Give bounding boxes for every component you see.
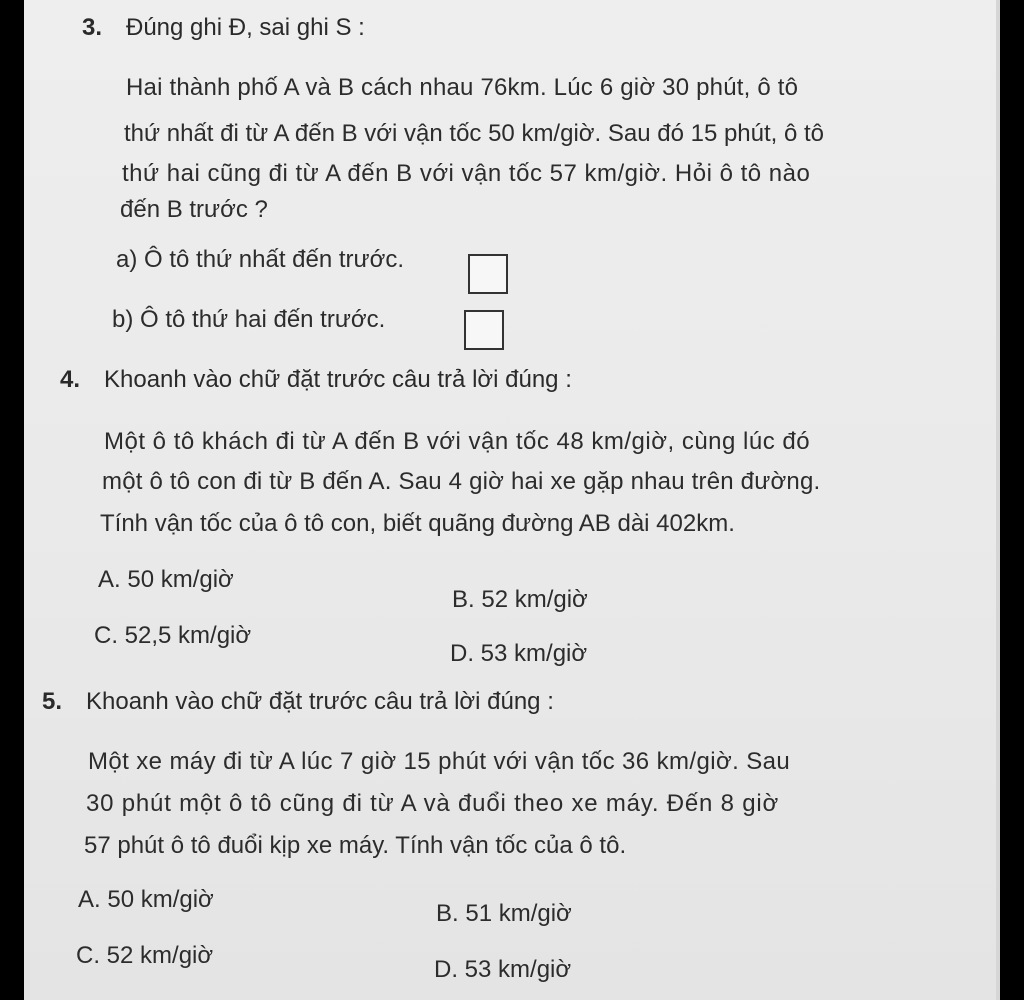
q4-option-a[interactable]: A. 50 km/giờ (98, 566, 234, 593)
q3-text-line-3: thứ hai cũng đi từ A đến B với vận tốc 57 km/giờ. Hỏi ô tô nào (122, 160, 811, 187)
q3-option-b-checkbox[interactable] (464, 310, 504, 350)
q4-text-line-1: Một ô tô khách đi từ A đến B với vận tốc 48 km/giờ, cùng lúc đó (104, 428, 811, 455)
q5-text-line-3: 57 phút ô tô đuổi kịp xe máy. Tính vận tốc của ô tô. (84, 832, 627, 859)
worksheet-page (24, 0, 1000, 1000)
q3-text-line-1: Hai thành phố A và B cách nhau 76km. Lúc 6 giờ 30 phút, ô tô (126, 74, 799, 101)
q4-option-c[interactable]: C. 52,5 km/giờ (94, 622, 252, 649)
q5-option-a[interactable]: A. 50 km/giờ (78, 886, 214, 913)
q4-number: 4. (60, 366, 81, 393)
q3-instruction: Đúng ghi Đ, sai ghi S : (126, 14, 365, 41)
q3-number: 3. (82, 14, 103, 41)
q4-header (60, 366, 572, 394)
q4-option-d[interactable]: D. 53 km/giờ (450, 640, 588, 667)
q3-text-line-4: đến B trước ? (120, 196, 268, 223)
q4-text-line-3: Tính vận tốc của ô tô con, biết quãng đường AB dài 402km. (100, 510, 735, 537)
q5-number: 5. (42, 688, 63, 715)
q5-option-c[interactable]: C. 52 km/giờ (76, 942, 214, 969)
q3-header (82, 14, 365, 42)
q4-instruction: Khoanh vào chữ đặt trước câu trả lời đúng : (104, 366, 572, 393)
q3-option-a-checkbox[interactable] (468, 254, 508, 294)
q4-text-line-2: một ô tô con đi từ B đến A. Sau 4 giờ hai xe gặp nhau trên đường. (102, 468, 821, 495)
q5-option-d[interactable]: D. 53 km/giờ (434, 956, 572, 983)
q4-option-b[interactable]: B. 52 km/giờ (452, 586, 588, 613)
q5-header (42, 688, 554, 716)
q3-option-b: b) Ô tô thứ hai đến trước. (112, 306, 386, 333)
q5-text-line-1: Một xe máy đi từ A lúc 7 giờ 15 phút với vận tốc 36 km/giờ. Sau (88, 748, 791, 775)
q3-text-line-2: thứ nhất đi từ A đến B với vận tốc 50 km/giờ. Sau đó 15 phút, ô tô (124, 120, 825, 147)
page-edge (996, 0, 1000, 1000)
q5-instruction: Khoanh vào chữ đặt trước câu trả lời đúng : (86, 688, 554, 715)
q5-text-line-2: 30 phút một ô tô cũng đi từ A và đuổi theo xe máy. Đến 8 giờ (86, 790, 780, 817)
q5-option-b[interactable]: B. 51 km/giờ (436, 900, 572, 927)
q3-option-a: a) Ô tô thứ nhất đến trước. (116, 246, 404, 273)
